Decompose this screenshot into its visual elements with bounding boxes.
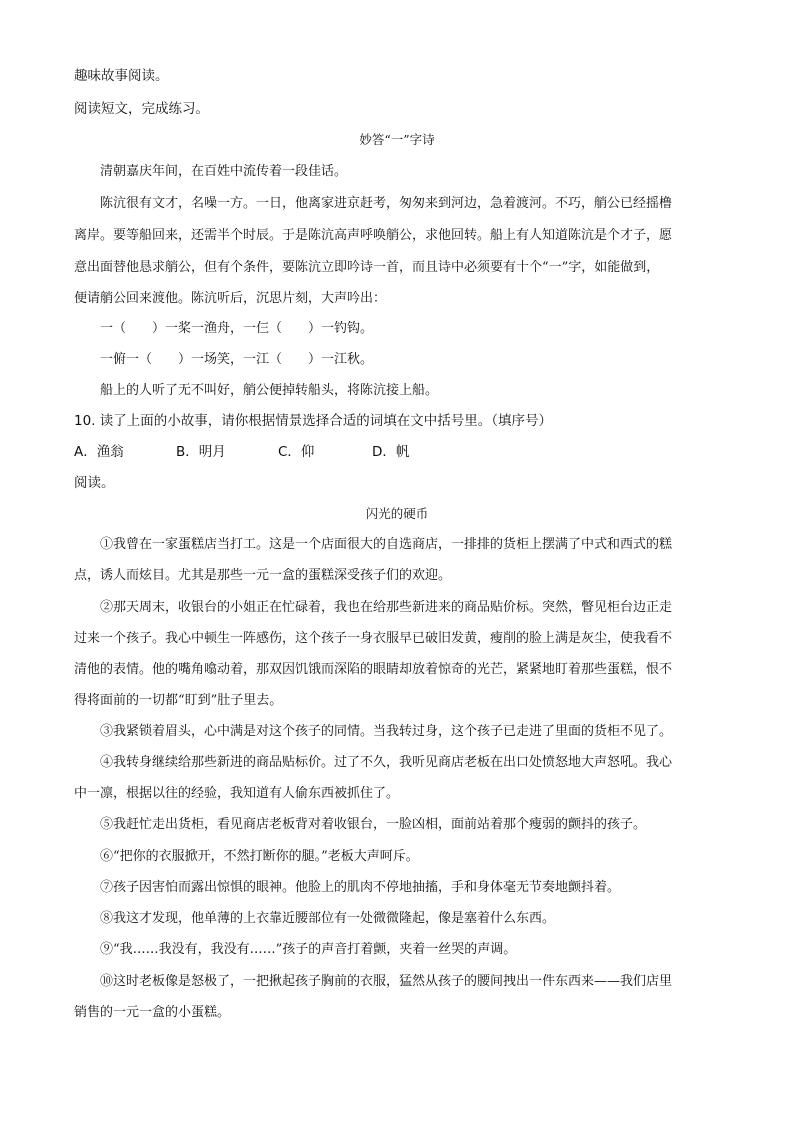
reading-instruction: 阅读。	[74, 475, 115, 491]
story-paragraph-line: ⑥“把你的衣服掀开，不然打断你的腿。”老板大声呵斥。	[100, 849, 419, 864]
story-paragraph-line: ⑦孩子因害怕而露出惊惧的眼神。他脸上的肌肉不停地抽搐，手和身体毫无节奏地颤抖着。	[100, 880, 621, 895]
poem-line: 一俯一（ ）一场笑，一江（ ）一江秋。	[100, 352, 374, 367]
story-paragraph-line: 船上的人听了无不叫好，艄公便掉转船头，将陈沆接上船。	[100, 383, 439, 398]
story-paragraph-line: 过来一个孩子。我心中顿生一阵感伤，这个孩子一身衣服早已破旧发黄，瘦削的脸上满是灰尘，使我看不	[74, 631, 673, 646]
question-10-prompt: 10. 读了上面的小故事，请你根据情景选择合适的词填在文中括号里。（填序号）	[74, 413, 553, 429]
story-paragraph-line: 便请艄公回来渡他。陈沆听后，沉思片刻，大声吟出：	[74, 291, 387, 306]
story-paragraph-line: 陈沆很有文才，名噪一方。一日，他离家进京赶考，匆匆来到河边，急着渡河。不巧，艄公已经摇橹	[100, 196, 673, 211]
story-paragraph-line: 清朝嘉庆年间，在百姓中流传着一段佳话。	[100, 164, 348, 179]
story-paragraph-line: 销售的一元一盒的小蛋糕。	[74, 1005, 231, 1020]
option-a: A．渔翁	[74, 444, 124, 460]
story-paragraph-line: ⑤我赶忙走出货柜，看见商店老板背对着收银台，一脸凶相，面前站着那个瘦弱的颤抖的孩子。	[100, 817, 647, 832]
story-paragraph-line: ②那天周末，收银台的小姐正在忙碌着，我也在给那些新进来的商品贴价标。突然，瞥见柜台边正走	[100, 600, 673, 615]
story-paragraph-line: 得将面前的一切都“盯到”肚子里去。	[74, 693, 283, 708]
story-paragraph-line: ⑨“我……我没有，我没有……”孩子的声音打着颤，夹着一丝哭的声调。	[100, 942, 517, 957]
story-paragraph-line: 离岸。要等船回来，还需半个时辰。于是陈沆高声呼唤艄公，求他回转。船上有人知道陈沆是个才子，愿	[74, 228, 673, 243]
option-d: D．帆	[372, 444, 410, 460]
story-paragraph-line: ⑩这时老板像是怒极了，一把揪起孩子胸前的衣服，猛然从孩子的腰间拽出一件东西来——我们店里	[100, 974, 673, 989]
story-paragraph-line: 点，诱人而炫目。尤其是那些一元一盒的蛋糕深受孩子们的欢迎。	[74, 568, 452, 583]
story-paragraph-line: ⑧我这才发现，他单薄的上衣靠近腰部位有一处微微隆起，像是塞着什么东西。	[100, 911, 556, 926]
story-paragraph-line: 清他的表情。他的嘴角噏动着，那双因饥饿而深陷的眼睛却放着惊奇的光芒，紧紧地盯着那些蛋糕，恨不	[74, 662, 673, 677]
section-heading: 趣味故事阅读。	[74, 68, 169, 84]
story-paragraph-line: 意出面替他恳求艄公，但有个条件，要陈沆立即吟诗一首，而且诗中必须要有十个“一”字，如能做到，	[74, 260, 660, 275]
story-paragraph-line: ①我曾在一家蛋糕店当打工。这是一个店面很大的自选商店，一排排的货柜上摆满了中式和西式的糕	[100, 537, 673, 552]
story-paragraph-line: 中一凛，根据以往的经验，我知道有人偷东西被抓住了。	[74, 786, 400, 801]
option-b: B．明月	[176, 444, 226, 460]
story-title: 闪光的硬币	[365, 506, 429, 521]
story-paragraph-line: ④我转身继续给那些新进的商品贴标价。过了不久，我听见商店老板在出口处愤怒地大声怒吼。我心	[100, 755, 673, 770]
poem-line: 一（ ）一桨一渔舟，一仨（ ）一钓钩。	[100, 321, 374, 336]
reading-instruction: 阅读短文，完成练习。	[74, 101, 209, 117]
story-title: 妙答“一”字诗	[359, 132, 435, 147]
story-paragraph-line: ③我紧锁着眉头，心中满是对这个孩子的同情。当我转过身，这个孩子已走进了里面的货柜不见了。	[100, 724, 673, 739]
option-c: C．仰	[278, 444, 315, 460]
